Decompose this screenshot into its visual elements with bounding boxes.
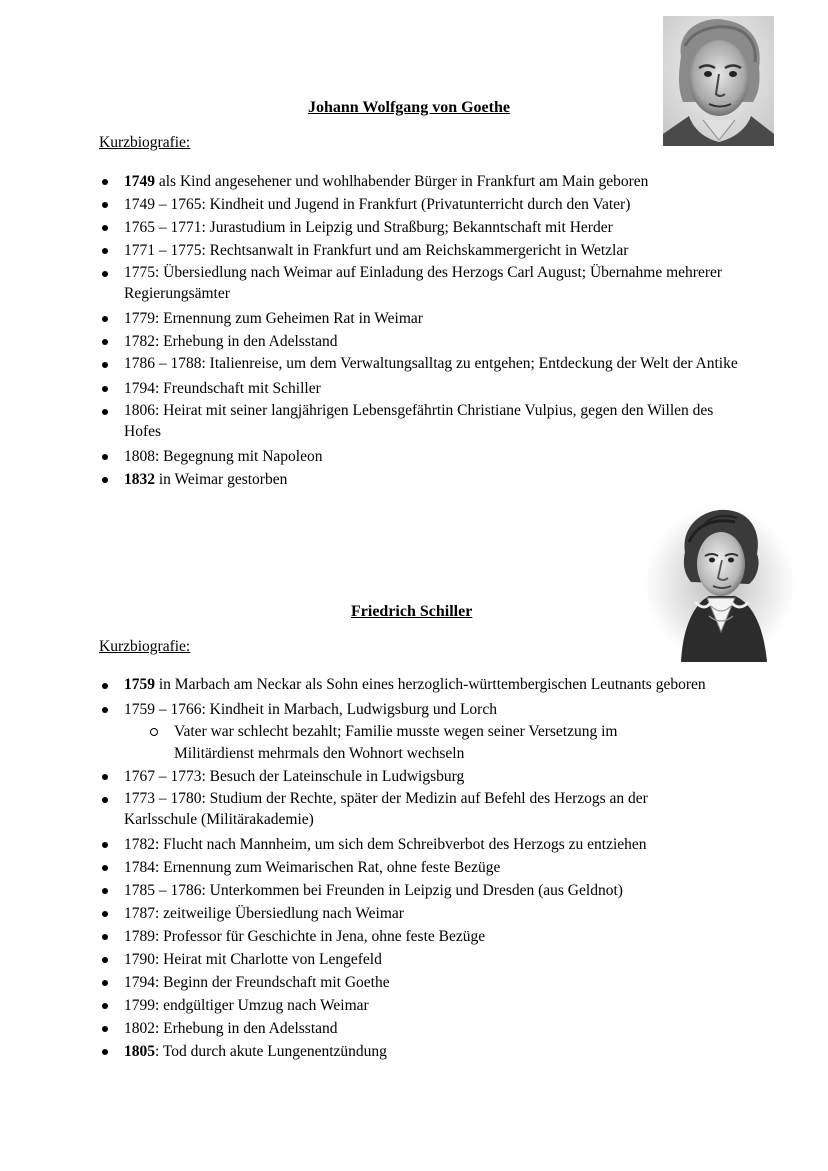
schiller-biography-list [99,674,739,1063]
list-item: 1749 als Kind angesehener und wohlhabender Bürger in Frankfurt am Main geboren [99,170,739,193]
goethe-portrait-icon [663,16,774,146]
list-item: 1775: Übersiedlung nach Weimar auf Einladung des Herzogs Carl August; Übernahme mehrerer Regierungsämter [99,262,739,307]
schiller-subheading: Kurzbiografie: [99,638,191,655]
list-item: 1808: Begegnung mit Napoleon [99,445,739,468]
list-item: 1794: Freundschaft mit Schiller [99,377,739,400]
list-item: 1794: Beginn der Freundschaft mit Goethe [99,971,739,994]
schiller-sublist [124,721,739,765]
list-item: 1805: Tod durch akute Lungenentzündung [99,1040,739,1063]
goethe-title: Johann Wolfgang von Goethe [308,99,510,116]
list-item: 1779: Ernennung zum Geheimen Rat in Weimar [99,307,739,330]
list-item: Vater war schlecht bezahlt; Familie musste wegen seiner Versetzung im Militärdienst mehrmals den Wohnort wechseln [149,721,664,765]
list-item: 1759 in Marbach am Neckar als Sohn eines herzoglich-württembergischen Leutnants geboren [99,674,724,698]
list-item: 1784: Ernennung zum Weimarischen Rat, ohne feste Bezüge [99,856,739,879]
list-item: 1759 – 1766: Kindheit in Marbach, Ludwigsburg und Lorch Vater war schlecht bezahlt; Familie musste wegen seiner Versetzung im Militärdienst mehrmals den Wohnort wechseln [99,698,739,765]
list-item: 1782: Erhebung in den Adelsstand [99,330,739,353]
list-item: 1767 – 1773: Besuch der Lateinschule in Ludwigsburg [99,765,739,788]
list-item: 1765 – 1771: Jurastudium in Leipzig und Straßburg; Bekanntschaft mit Herder [99,216,739,239]
list-item: 1773 – 1780: Studium der Rechte, später der Medizin auf Befehl des Herzogs an der Karlsschule (Militärakademie) [99,788,719,833]
list-item: 1806: Heirat mit seiner langjährigen Lebensgefährtin Christiane Vulpius, gegen den Willen des Hofes [99,400,739,445]
list-item: 1790: Heirat mit Charlotte von Lengefeld [99,948,739,971]
list-item: 1749 – 1765: Kindheit und Jugend in Frankfurt (Privatunterricht durch den Vater) [99,193,739,216]
list-item: 1787: zeitweilige Übersiedlung nach Weimar [99,902,739,925]
schiller-portrait-icon [645,502,795,662]
list-item: 1789: Professor für Geschichte in Jena, ohne feste Bezüge [99,925,739,948]
list-item: 1799: endgültiger Umzug nach Weimar [99,994,739,1017]
list-item: 1771 – 1775: Rechtsanwalt in Frankfurt und am Reichskammergericht in Wetzlar [99,239,739,262]
goethe-subheading: Kurzbiografie: [99,134,191,151]
list-item: 1785 – 1786: Unterkommen bei Freunden in Leipzig und Dresden (aus Geldnot) [99,879,739,902]
list-item: 1832 in Weimar gestorben [99,468,739,491]
list-item: 1786 – 1788: Italienreise, um dem Verwaltungsalltag zu entgehen; Entdeckung der Welt der Antike [99,353,739,377]
list-item: 1802: Erhebung in den Adelsstand [99,1017,739,1040]
schiller-title: Friedrich Schiller [351,603,473,620]
goethe-biography-list [99,170,739,491]
list-item: 1782: Flucht nach Mannheim, um sich dem Schreibverbot des Herzogs zu entziehen [99,833,739,856]
